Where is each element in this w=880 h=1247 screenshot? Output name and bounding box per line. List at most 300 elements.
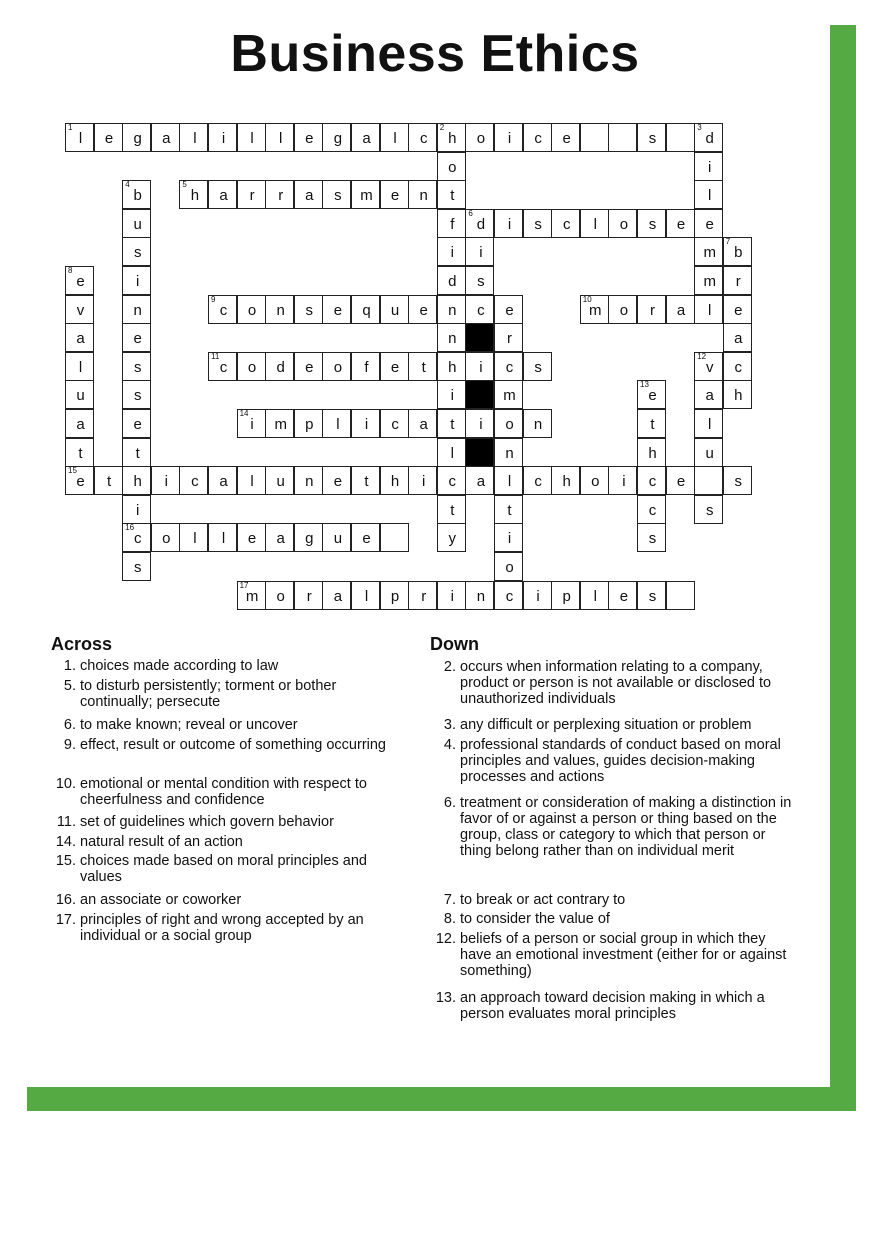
crossword-cell[interactable]	[694, 352, 723, 381]
crossword-cell[interactable]	[694, 123, 723, 152]
cell-letter: i	[450, 387, 454, 405]
cell-letter: b	[734, 244, 743, 262]
cell-letter: l	[708, 187, 712, 205]
crossword-cell[interactable]	[408, 295, 437, 324]
crossword-cell[interactable]	[265, 295, 294, 324]
crossword-cell[interactable]	[237, 409, 266, 438]
crossword-cell[interactable]	[380, 352, 409, 381]
clue-text: professional standards of conduct based on moral principles and values, guides decision-making processes and actions	[460, 737, 781, 785]
green-border-right	[830, 25, 856, 1111]
crossword-cell[interactable]	[551, 209, 580, 238]
crossword-cell[interactable]	[380, 295, 409, 324]
crossword-cell[interactable]	[122, 466, 151, 495]
crossword-cell[interactable]	[580, 123, 609, 152]
cell-letter: h	[448, 358, 457, 376]
cell-letter: m	[703, 273, 716, 290]
crossword-cell[interactable]	[294, 409, 323, 438]
cell-number: 16	[125, 523, 135, 533]
crossword-cell[interactable]	[380, 409, 409, 438]
crossword-cell[interactable]	[608, 581, 637, 610]
crossword-cell[interactable]	[65, 466, 94, 495]
clue-number: 1.	[63, 658, 76, 674]
crossword-cell[interactable]	[322, 180, 351, 209]
cell-letter: o	[591, 473, 600, 491]
crossword-cell[interactable]	[265, 180, 294, 209]
cell-letter: e	[390, 187, 400, 205]
crossword-cell[interactable]	[494, 495, 523, 524]
clue-number: 8.	[443, 911, 456, 927]
crossword-cell[interactable]	[494, 552, 523, 581]
crossword-cell[interactable]	[437, 581, 466, 610]
crossword-cell[interactable]	[322, 523, 351, 552]
crossword-cell[interactable]	[265, 409, 294, 438]
crossword-cell[interactable]	[437, 323, 466, 352]
crossword-cell[interactable]	[122, 237, 151, 266]
crossword-cell[interactable]	[465, 295, 494, 324]
crossword-cell[interactable]	[723, 237, 752, 266]
crossword-cell[interactable]	[637, 380, 666, 409]
cell-letter: i	[622, 473, 626, 491]
crossword-cell[interactable]	[179, 123, 208, 152]
crossword-cell[interactable]	[694, 180, 723, 209]
crossword-cell[interactable]	[437, 237, 466, 266]
crossword-cell[interactable]	[351, 466, 380, 495]
crossword-cell[interactable]	[265, 123, 294, 152]
cell-letter: r	[507, 330, 512, 348]
crossword-cell[interactable]	[351, 295, 380, 324]
crossword-cell[interactable]	[694, 266, 723, 295]
crossword-cell[interactable]	[179, 523, 208, 552]
across-clue	[50, 853, 405, 885]
crossword-cell[interactable]	[122, 438, 151, 467]
cell-letter: c	[191, 473, 199, 491]
cell-letter: a	[305, 187, 314, 205]
cell-letter: u	[390, 301, 400, 319]
cell-letter: v	[705, 358, 714, 376]
crossword-cell[interactable]	[408, 409, 437, 438]
crossword-block	[465, 380, 494, 409]
crossword-cell[interactable]	[294, 523, 323, 552]
crossword-cell[interactable]	[637, 123, 666, 152]
cell-letter: g	[133, 130, 142, 147]
crossword-cell[interactable]	[723, 295, 752, 324]
crossword-cell[interactable]	[94, 466, 123, 495]
crossword-cell[interactable]	[351, 123, 380, 152]
cell-letter: l	[364, 587, 369, 605]
cell-letter: y	[448, 530, 457, 548]
crossword-cell[interactable]	[608, 295, 637, 324]
crossword-cell[interactable]	[637, 295, 666, 324]
crossword-cell[interactable]	[580, 466, 609, 495]
cell-letter: a	[219, 473, 228, 491]
crossword-cell[interactable]	[608, 466, 637, 495]
cell-letter: s	[477, 273, 485, 290]
crossword-cell[interactable]	[237, 523, 266, 552]
cell-number: 15	[68, 466, 77, 476]
crossword-cell[interactable]	[494, 409, 523, 438]
crossword-cell[interactable]	[723, 352, 752, 381]
cell-letter: c	[219, 358, 228, 376]
crossword-cell[interactable]	[65, 352, 94, 381]
crossword-cell[interactable]	[523, 581, 552, 610]
cell-letter: a	[676, 301, 686, 319]
crossword-cell[interactable]	[351, 523, 380, 552]
crossword-cell[interactable]	[265, 352, 294, 381]
crossword-cell[interactable]	[237, 295, 266, 324]
cell-number: 12	[697, 351, 707, 361]
crossword-cell[interactable]	[122, 323, 151, 352]
crossword-cell[interactable]	[723, 466, 752, 495]
crossword-cell[interactable]	[65, 380, 94, 409]
page-title: Business Ethics	[230, 25, 640, 83]
cell-letter: i	[422, 473, 426, 491]
cell-letter: l	[78, 130, 83, 147]
crossword-cell[interactable]	[666, 295, 695, 324]
crossword-cell[interactable]	[179, 466, 208, 495]
crossword-cell[interactable]	[523, 352, 552, 381]
clue-text: effect, result or outcome of something occurring	[80, 737, 386, 753]
crossword-cell[interactable]	[265, 466, 294, 495]
cell-letter: l	[78, 358, 83, 376]
cell-letter: o	[619, 215, 629, 233]
crossword-cell[interactable]	[637, 523, 666, 552]
crossword-cell[interactable]	[494, 523, 523, 552]
crossword-cell[interactable]	[237, 352, 266, 381]
crossword-cell[interactable]	[294, 295, 323, 324]
crossword-cell[interactable]	[408, 581, 437, 610]
crossword-cell[interactable]	[523, 209, 552, 238]
cell-letter: r	[735, 273, 741, 290]
cell-letter: i	[536, 587, 540, 605]
down-clue	[430, 931, 800, 979]
crossword-cell[interactable]	[65, 323, 94, 352]
crossword-cell[interactable]	[465, 123, 494, 152]
clue-number: 12.	[435, 931, 456, 947]
cell-letter: a	[219, 187, 228, 205]
crossword-cell[interactable]	[322, 409, 351, 438]
crossword-cell[interactable]	[437, 352, 466, 381]
crossword-cell[interactable]	[380, 180, 409, 209]
cell-letter: m	[589, 301, 602, 319]
cell-letter: e	[133, 416, 142, 433]
crossword-cell[interactable]	[122, 523, 151, 552]
cell-letter: m	[245, 587, 259, 605]
cell-letter: n	[448, 301, 457, 319]
crossword-cell[interactable]	[122, 495, 151, 524]
cell-letter: c	[477, 301, 485, 319]
crossword-cell[interactable]	[408, 123, 437, 152]
crossword-cell[interactable]	[437, 152, 466, 181]
across-clue	[50, 658, 405, 674]
crossword-cell[interactable]	[265, 523, 294, 552]
crossword-block	[465, 323, 494, 352]
crossword-cell[interactable]	[351, 409, 380, 438]
cell-letter: i	[164, 473, 168, 491]
cell-letter: l	[593, 587, 597, 605]
cell-letter: o	[276, 587, 285, 605]
cell-letter: l	[279, 130, 283, 147]
cell-number: 14	[239, 409, 249, 418]
crossword-cell[interactable]	[65, 123, 94, 152]
clue-text: an approach toward decision making in which a person evaluates moral principles	[460, 990, 765, 1022]
crossword-cell[interactable]	[237, 581, 266, 610]
crossword-cell[interactable]	[580, 581, 609, 610]
cell-letter: n	[276, 301, 285, 319]
cell-letter: e	[705, 215, 714, 233]
cell-letter: n	[505, 444, 514, 462]
crossword-cell[interactable]	[65, 295, 94, 324]
crossword-cell[interactable]	[65, 266, 94, 295]
clue-number: 6.	[443, 795, 456, 811]
crossword-cell[interactable]	[151, 523, 180, 552]
cell-letter: t	[421, 358, 426, 376]
crossword-cell[interactable]	[494, 581, 523, 610]
crossword-cell[interactable]	[94, 123, 123, 152]
crossword-cell[interactable]	[608, 123, 637, 152]
crossword-cell[interactable]	[437, 123, 466, 152]
crossword-cell[interactable]	[694, 295, 723, 324]
crossword-grid	[65, 123, 765, 608]
crossword-cell[interactable]	[465, 581, 494, 610]
cell-letter: i	[479, 244, 483, 262]
crossword-cell[interactable]	[723, 323, 752, 352]
crossword-cell[interactable]	[666, 123, 695, 152]
crossword-cell[interactable]	[637, 409, 666, 438]
crossword-cell[interactable]	[322, 352, 351, 381]
crossword-cell[interactable]	[122, 266, 151, 295]
crossword-cell[interactable]	[294, 352, 323, 381]
crossword-cell[interactable]	[551, 581, 580, 610]
crossword-cell[interactable]	[151, 466, 180, 495]
crossword-cell[interactable]	[494, 380, 523, 409]
cell-letter: i	[250, 416, 254, 433]
crossword-cell[interactable]	[351, 581, 380, 610]
crossword-cell[interactable]	[437, 523, 466, 552]
crossword-cell[interactable]	[122, 380, 151, 409]
cell-letter: i	[450, 587, 454, 605]
crossword-cell[interactable]	[637, 209, 666, 238]
crossword-cell[interactable]	[122, 409, 151, 438]
crossword-cell[interactable]	[666, 466, 695, 495]
crossword-cell[interactable]	[437, 295, 466, 324]
crossword-cell[interactable]	[580, 295, 609, 324]
cell-letter: n	[305, 473, 314, 491]
cell-letter: t	[450, 416, 455, 433]
crossword-cell[interactable]	[637, 581, 666, 610]
cell-letter: i	[364, 416, 369, 433]
cell-letter: i	[708, 158, 712, 176]
crossword-cell[interactable]	[551, 466, 580, 495]
crossword-cell[interactable]	[666, 209, 695, 238]
crossword-cell[interactable]	[694, 438, 723, 467]
crossword-cell[interactable]	[437, 266, 466, 295]
crossword-cell[interactable]	[294, 180, 323, 209]
crossword-cell[interactable]	[351, 180, 380, 209]
crossword-cell[interactable]	[465, 352, 494, 381]
crossword-cell[interactable]	[437, 495, 466, 524]
clue-text: emotional or mental condition with respect to cheerfulness and confidence	[80, 776, 367, 808]
cell-number: 13	[640, 380, 649, 390]
crossword-cell[interactable]	[437, 409, 466, 438]
cell-letter: i	[450, 244, 454, 262]
crossword-cell[interactable]	[694, 380, 723, 409]
cell-letter: u	[705, 444, 714, 462]
down-clue	[430, 911, 800, 927]
clue-text: choices made based on moral principles and values	[80, 853, 367, 885]
crossword-cell[interactable]	[694, 152, 723, 181]
cell-letter: c	[219, 301, 228, 319]
across-clue	[50, 717, 405, 733]
cell-letter: h	[190, 187, 200, 205]
crossword-cell[interactable]	[637, 438, 666, 467]
crossword-cell[interactable]	[494, 295, 523, 324]
crossword-cell[interactable]	[494, 466, 523, 495]
crossword-cell[interactable]	[151, 123, 180, 152]
down-clue	[430, 737, 800, 785]
crossword-cell[interactable]	[694, 409, 723, 438]
cell-letter: a	[76, 330, 85, 348]
across-heading: Across	[51, 634, 113, 654]
crossword-cell[interactable]	[122, 352, 151, 381]
clue-number: 6.	[63, 717, 76, 733]
crossword-cell[interactable]	[351, 352, 380, 381]
cell-letter: a	[734, 330, 743, 348]
crossword-cell[interactable]	[380, 581, 409, 610]
crossword-cell[interactable]	[465, 237, 494, 266]
crossword-cell[interactable]	[322, 123, 351, 152]
clue-number: 7.	[443, 892, 456, 908]
crossword-cell[interactable]	[65, 438, 94, 467]
crossword-cell[interactable]	[65, 409, 94, 438]
crossword-cell[interactable]	[208, 180, 237, 209]
cell-letter: o	[162, 530, 171, 548]
cell-letter: o	[247, 358, 257, 376]
crossword-cell[interactable]	[237, 180, 266, 209]
crossword-cell[interactable]	[465, 209, 494, 238]
cell-letter: o	[619, 301, 629, 319]
crossword-cell[interactable]	[322, 581, 351, 610]
crossword-cell[interactable]	[494, 323, 523, 352]
cell-number: 6	[468, 208, 473, 218]
crossword-cell[interactable]	[208, 123, 237, 152]
crossword-cell[interactable]	[380, 523, 409, 552]
clue-number: 11.	[56, 814, 76, 830]
crossword-cell[interactable]	[237, 123, 266, 152]
crossword-cell[interactable]	[523, 466, 552, 495]
crossword-cell[interactable]	[694, 466, 723, 495]
cell-letter: q	[362, 301, 371, 319]
crossword-cell[interactable]	[408, 466, 437, 495]
cell-letter: s	[133, 559, 142, 576]
crossword-cell[interactable]	[294, 466, 323, 495]
crossword-cell[interactable]	[380, 466, 409, 495]
crossword-cell[interactable]	[265, 581, 294, 610]
crossword-cell[interactable]	[122, 295, 151, 324]
crossword-cell[interactable]	[580, 209, 609, 238]
crossword-cell[interactable]	[322, 295, 351, 324]
across-clue	[50, 834, 405, 850]
clue-text: set of guidelines which govern behavior	[80, 814, 334, 830]
crossword-cell[interactable]	[694, 495, 723, 524]
crossword-cell[interactable]	[380, 123, 409, 152]
cell-letter: i	[136, 501, 140, 519]
cell-letter: o	[247, 301, 257, 319]
crossword-cell[interactable]	[465, 266, 494, 295]
crossword-cell[interactable]	[694, 237, 723, 266]
crossword-cell[interactable]	[523, 409, 552, 438]
crossword-cell[interactable]	[437, 438, 466, 467]
crossword-cell[interactable]	[666, 581, 695, 610]
crossword-cell[interactable]	[322, 466, 351, 495]
crossword-cell[interactable]	[465, 466, 494, 495]
crossword-cell[interactable]	[122, 180, 151, 209]
crossword-cell[interactable]	[437, 209, 466, 238]
crossword-cell[interactable]	[494, 438, 523, 467]
crossword-cell[interactable]	[208, 466, 237, 495]
crossword-cell[interactable]	[122, 123, 151, 152]
cell-letter: s	[305, 301, 314, 319]
crossword-cell[interactable]	[494, 352, 523, 381]
crossword-cell[interactable]	[208, 352, 237, 381]
crossword-cell[interactable]	[551, 123, 580, 152]
crossword-cell[interactable]	[723, 380, 752, 409]
crossword-cell[interactable]	[637, 495, 666, 524]
cell-letter: e	[333, 301, 343, 319]
crossword-cell[interactable]	[294, 123, 323, 152]
clue-number: 15.	[55, 853, 76, 869]
crossword-cell[interactable]	[208, 295, 237, 324]
cell-letter: d	[476, 215, 486, 233]
cell-letter: s	[648, 215, 657, 233]
crossword-cell[interactable]	[179, 180, 208, 209]
cell-letter: s	[734, 473, 743, 491]
cell-letter: c	[734, 358, 743, 376]
cell-letter: t	[135, 444, 140, 462]
crossword-cell[interactable]	[494, 123, 523, 152]
crossword-cell[interactable]	[637, 466, 666, 495]
cell-letter: i	[479, 358, 483, 376]
cell-letter: c	[648, 473, 657, 491]
crossword-cell[interactable]	[608, 209, 637, 238]
crossword-cell[interactable]	[437, 466, 466, 495]
crossword-cell[interactable]	[122, 552, 151, 581]
cell-letter: c	[133, 530, 142, 548]
cell-letter: e	[104, 130, 114, 147]
crossword-cell[interactable]	[122, 209, 151, 238]
crossword-cell[interactable]	[408, 180, 437, 209]
cell-letter: o	[476, 130, 486, 147]
crossword-cell[interactable]	[523, 123, 552, 152]
cell-letter: i	[136, 273, 140, 290]
cell-letter: u	[76, 387, 85, 405]
crossword-cell[interactable]	[694, 209, 723, 238]
cell-letter: n	[533, 416, 543, 433]
crossword-cell[interactable]	[723, 266, 752, 295]
crossword-cell[interactable]	[437, 380, 466, 409]
crossword-cell[interactable]	[465, 409, 494, 438]
cell-letter: c	[505, 358, 514, 376]
crossword-cell[interactable]	[294, 581, 323, 610]
cell-letter: u	[333, 530, 343, 548]
crossword-cell[interactable]	[437, 180, 466, 209]
cell-number: 1	[68, 123, 73, 132]
crossword-cell[interactable]	[237, 466, 266, 495]
crossword-cell[interactable]	[408, 352, 437, 381]
clue-text: to disturb persistently; torment or bother continually; persecute	[80, 678, 337, 710]
crossword-cell[interactable]	[494, 209, 523, 238]
cell-letter: e	[619, 587, 629, 605]
crossword-cell[interactable]	[208, 523, 237, 552]
